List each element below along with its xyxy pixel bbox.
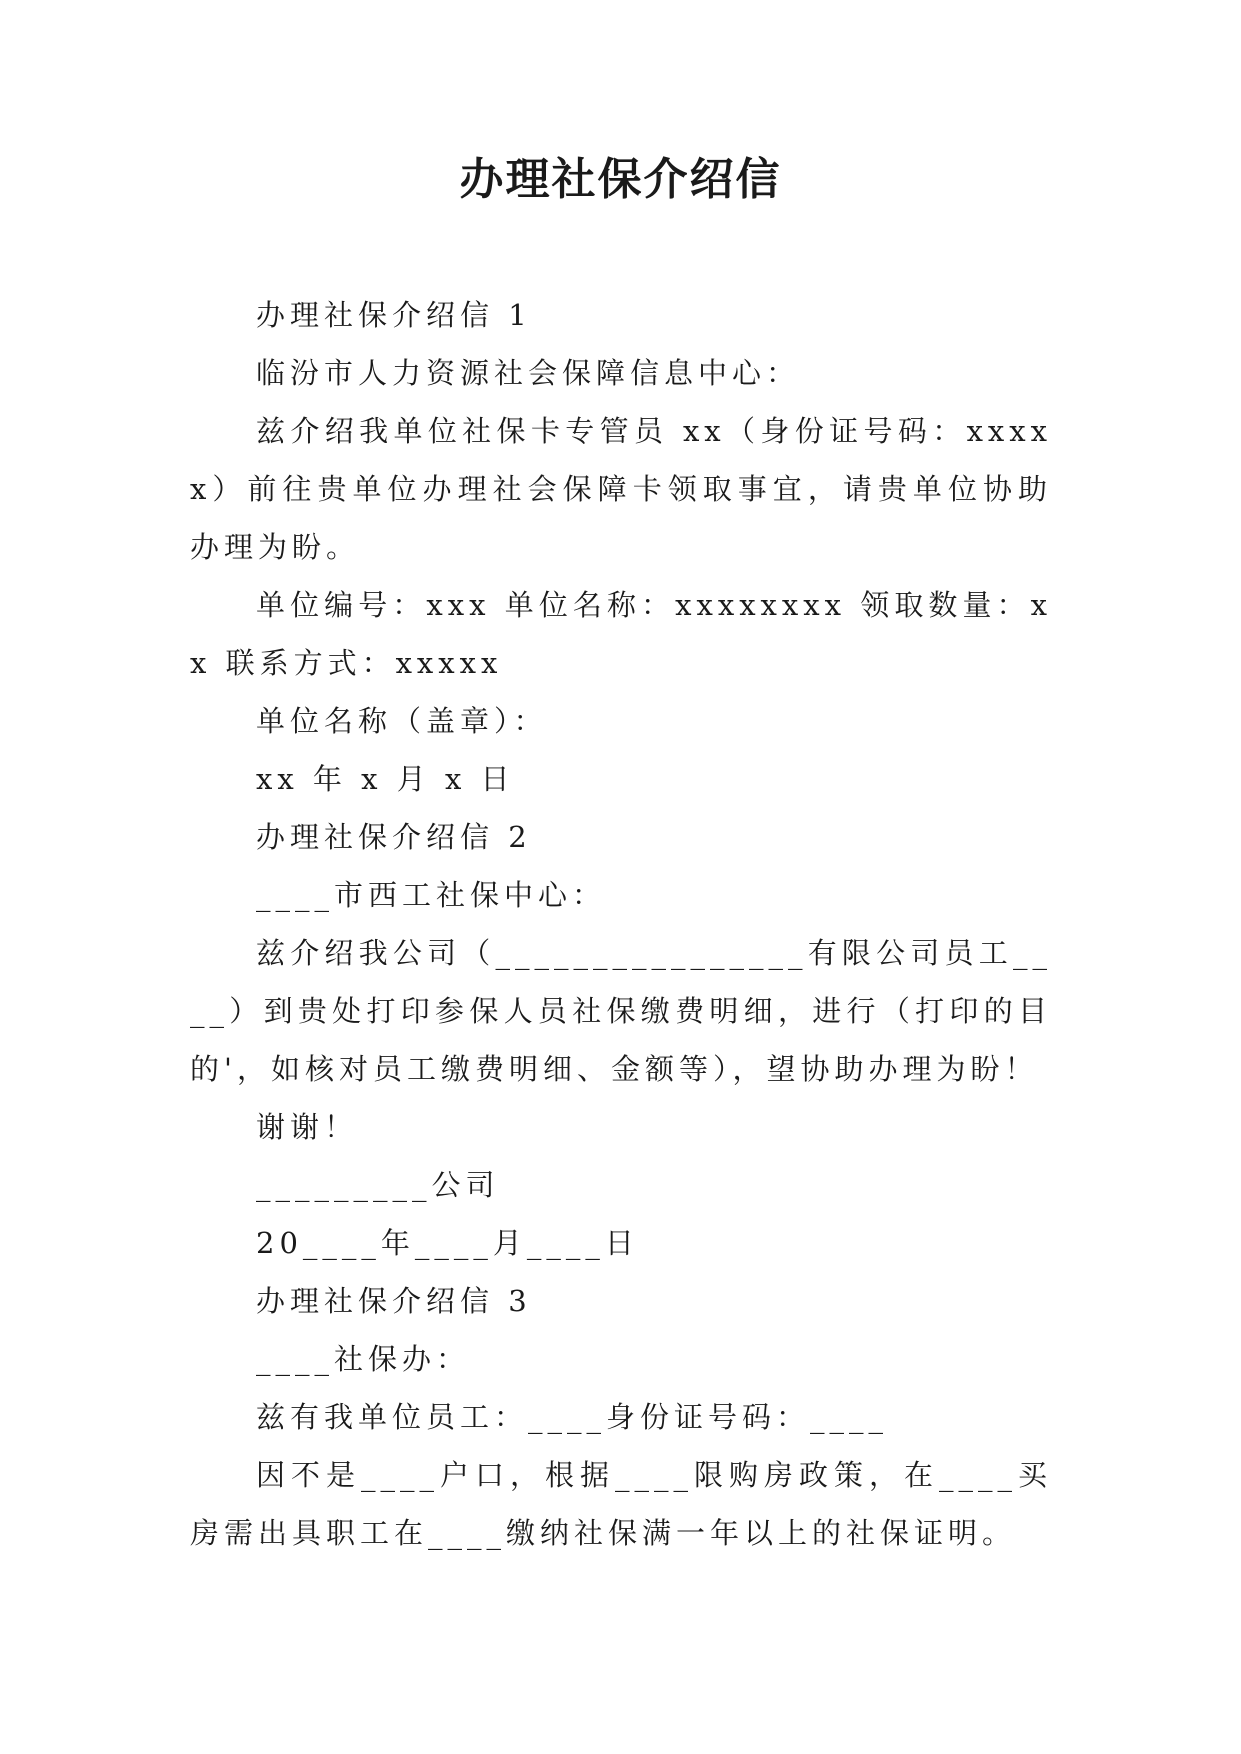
date-line: xx 年 x 月 x 日 [256,762,515,796]
section-heading-3: 办理社保介绍信 3 [256,1284,532,1318]
body-paragraph: 兹介绍我单位社保卡专管员 xx（身份证号码：xxxxx）前往贵单位办理社会保障卡领取事宜，请贵单位协助办理为盼。 [190,414,1052,564]
employee-info-line: 兹有我单位员工：____身份证号码：____ [256,1400,889,1434]
document-body [190,286,1052,1562]
section-heading-2: 办理社保介绍信 2 [256,820,532,854]
recipient-line: ____社保办： [256,1342,471,1376]
recipient-line: 临汾市人力资源社会保障信息中心： [256,356,801,390]
section-heading-1: 办理社保介绍信 1 [256,298,532,332]
thanks-line: 谢谢！ [256,1110,359,1144]
unit-info-paragraph: 单位编号：xxx 单位名称：xxxxxxxx 领取数量：xx 联系方式：xxxxx [190,588,1052,680]
document-title: 办理社保介绍信 [459,154,782,205]
company-signature-line: _________公司 [256,1168,500,1202]
seal-line: 单位名称（盖章）： [256,704,548,738]
recipient-line: ____市西工社保中心： [256,878,607,912]
body-paragraph: 因不是____户口，根据____限购房政策，在____买房需出具职工在____缴纳社保满一年以上的社保证明。 [190,1458,1052,1550]
date-line: 20____年____月____日 [256,1226,639,1260]
body-paragraph: 兹介绍我公司（________________有限公司员工____）到贵处打印参保人员社保缴费明细，进行（打印的目的'，如核对员工缴费明细、金额等），望协助办理为盼！ [190,936,1052,1086]
